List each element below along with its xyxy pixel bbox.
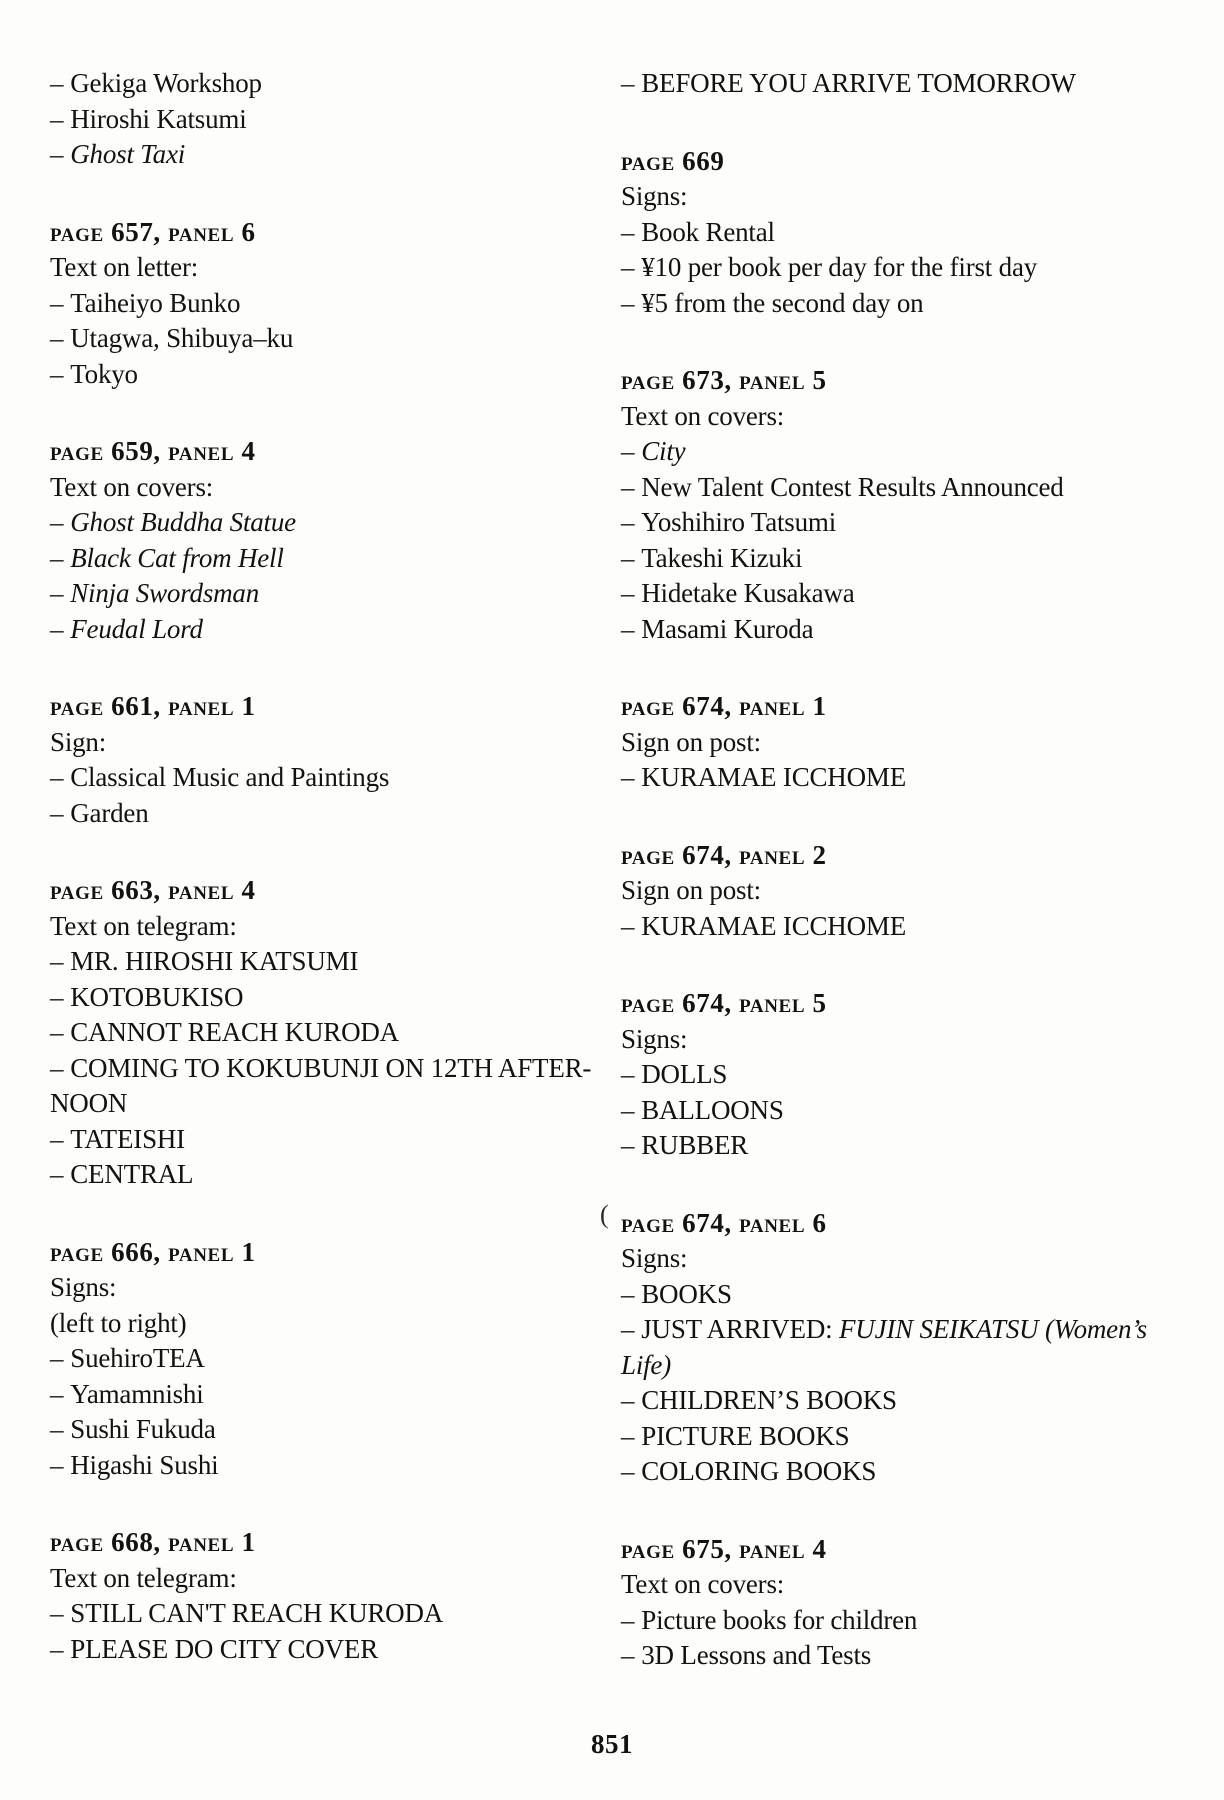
panel-heading-text: page 666, panel 1 bbox=[50, 1236, 256, 1267]
note-section bbox=[621, 66, 1206, 102]
panel-heading bbox=[621, 689, 1206, 725]
text: CHILDREN’S BOOKS bbox=[641, 1385, 897, 1415]
note-line bbox=[50, 909, 615, 945]
text: CENTRAL bbox=[70, 1159, 194, 1189]
text: MR. HIROSHI KATSUMI bbox=[70, 946, 359, 976]
note-line bbox=[50, 1341, 615, 1377]
note-line bbox=[621, 1057, 1206, 1093]
note-line bbox=[621, 760, 1206, 796]
panel-heading-text: page 673, panel 5 bbox=[621, 365, 827, 395]
note-section bbox=[50, 1525, 615, 1667]
note-line bbox=[50, 980, 615, 1016]
text: BALLOONS bbox=[641, 1094, 784, 1125]
text: Classical Music and Paintings bbox=[70, 762, 390, 792]
italic-text: FUJIN SEIKATSU (Women’s bbox=[839, 1314, 1147, 1344]
italic-text: Ghost Buddha Statue bbox=[70, 507, 296, 537]
italic-text: Feudal Lord bbox=[70, 613, 203, 644]
panel-heading bbox=[621, 363, 1206, 399]
dash-mark: – bbox=[50, 578, 71, 608]
note-line bbox=[50, 541, 615, 577]
dash-mark: – bbox=[50, 1343, 71, 1373]
note-line bbox=[621, 1603, 1206, 1639]
dash-mark: – bbox=[50, 139, 71, 169]
dash-mark: – bbox=[621, 1420, 642, 1451]
text: KURAMAE ICCHOME bbox=[641, 762, 907, 792]
text: Yamamnishi bbox=[70, 1378, 204, 1409]
text: Takeshi Kizuki bbox=[641, 542, 803, 573]
panel-heading bbox=[50, 1235, 615, 1271]
text: CANNOT REACH KURODA bbox=[70, 1017, 399, 1047]
note-line bbox=[621, 434, 1206, 470]
italic-text: Ninja Swordsman bbox=[70, 578, 260, 608]
text: STILL CAN'T REACH KURODA bbox=[70, 1598, 444, 1628]
note-section bbox=[621, 363, 1206, 647]
text: Text on telegram: bbox=[50, 910, 237, 941]
text: PICTURE BOOKS bbox=[641, 1420, 850, 1451]
note-section bbox=[50, 873, 615, 1193]
dash-mark: – bbox=[621, 507, 642, 537]
panel-heading-text: page 674, panel 1 bbox=[621, 691, 827, 721]
note-line bbox=[50, 137, 615, 173]
text: Garden bbox=[70, 797, 149, 828]
note-section bbox=[50, 215, 615, 393]
panel-heading bbox=[50, 434, 615, 470]
dash-mark: – bbox=[50, 613, 71, 644]
note-section bbox=[621, 838, 1206, 945]
note-line bbox=[621, 1454, 1206, 1490]
dash-mark: – bbox=[50, 981, 71, 1012]
text: COMING TO KOKUBUNJI ON 12TH AFTER- bbox=[70, 1052, 592, 1083]
text: SuehiroTEA bbox=[70, 1343, 205, 1373]
text: Text on letter: bbox=[50, 252, 199, 282]
dash-mark: – bbox=[50, 762, 71, 792]
panel-heading-text: page 675, panel 4 bbox=[621, 1533, 827, 1564]
panel-heading-text: page 674, panel 6 bbox=[621, 1207, 827, 1238]
text: Signs: bbox=[621, 1023, 688, 1054]
text: DOLLS bbox=[641, 1059, 728, 1089]
note-line bbox=[621, 909, 1206, 945]
panel-heading bbox=[50, 215, 615, 251]
dash-mark: – bbox=[621, 1640, 642, 1670]
dash-mark: – bbox=[50, 358, 71, 389]
text: Hiroshi Katsumi bbox=[70, 103, 247, 134]
note-line bbox=[621, 612, 1206, 648]
note-line bbox=[621, 1383, 1206, 1419]
note-line bbox=[621, 1348, 1206, 1384]
note-line bbox=[621, 470, 1206, 506]
text: COLORING BOOKS bbox=[641, 1456, 877, 1486]
note-line bbox=[50, 725, 615, 761]
text: JUST ARRIVED: bbox=[641, 1314, 839, 1344]
dash-mark: – bbox=[621, 436, 642, 466]
note-line bbox=[621, 1277, 1206, 1313]
dash-mark: – bbox=[50, 68, 71, 98]
text: Signs: bbox=[621, 1243, 688, 1273]
text: Hidetake Kusakawa bbox=[641, 578, 855, 608]
note-section bbox=[50, 1235, 615, 1484]
note-line bbox=[50, 576, 615, 612]
note-section bbox=[621, 1532, 1206, 1674]
note-line bbox=[50, 796, 615, 832]
note-line bbox=[621, 1128, 1206, 1164]
dash-mark: – bbox=[50, 287, 71, 318]
note-section bbox=[600, 1199, 1206, 1490]
note-line bbox=[50, 760, 615, 796]
dash-mark: – bbox=[621, 578, 642, 608]
text: Sign on post: bbox=[621, 875, 761, 905]
note-section bbox=[621, 689, 1206, 796]
note-line bbox=[50, 1015, 615, 1051]
dash-mark: – bbox=[50, 1123, 71, 1154]
panel-heading bbox=[50, 689, 615, 725]
panel-heading-text: page 674, panel 5 bbox=[621, 988, 827, 1018]
dash-mark: – bbox=[50, 1449, 71, 1480]
note-line bbox=[50, 250, 615, 286]
text: Tokyo bbox=[70, 358, 138, 389]
dash-mark: – bbox=[50, 1633, 71, 1664]
note-line bbox=[621, 399, 1206, 435]
note-section bbox=[50, 689, 615, 831]
panel-heading-text: page 659, panel 4 bbox=[50, 436, 256, 466]
text: Text on telegram: bbox=[50, 1562, 237, 1593]
dash-mark: – bbox=[621, 287, 642, 318]
panel-heading-text: page 663, panel 4 bbox=[50, 875, 256, 905]
text: TATEISHI bbox=[70, 1123, 185, 1154]
dash-mark: – bbox=[621, 1385, 642, 1415]
text: BEFORE YOU ARRIVE TOMORROW bbox=[641, 68, 1076, 98]
note-line bbox=[50, 1596, 615, 1632]
text: New Talent Contest Results Announced bbox=[641, 471, 1064, 502]
dash-mark: – bbox=[50, 1598, 71, 1628]
text: Utagwa, Shibuya–ku bbox=[70, 323, 294, 353]
note-line bbox=[50, 1412, 615, 1448]
note-line bbox=[621, 541, 1206, 577]
italic-text: Black Cat from Hell bbox=[70, 542, 284, 573]
dash-mark: – bbox=[621, 910, 642, 941]
left-column bbox=[50, 66, 615, 1667]
note-line bbox=[50, 1306, 615, 1342]
note-line bbox=[621, 873, 1206, 909]
text: Signs: bbox=[621, 181, 688, 211]
text: Gekiga Workshop bbox=[70, 68, 262, 98]
note-line bbox=[50, 1051, 615, 1087]
note-line bbox=[50, 1632, 615, 1668]
note-line bbox=[621, 1419, 1206, 1455]
note-line bbox=[50, 1157, 615, 1193]
panel-heading-text: page 657, panel 6 bbox=[50, 216, 256, 247]
text: Sign: bbox=[50, 726, 107, 757]
text: Text on covers: bbox=[50, 471, 214, 502]
note-line bbox=[621, 576, 1206, 612]
note-line bbox=[50, 1086, 615, 1122]
text: KURAMAE ICCHOME bbox=[641, 910, 907, 941]
text: Taiheiyo Bunko bbox=[70, 287, 241, 318]
italic-text: Ghost Taxi bbox=[70, 139, 186, 169]
text: Signs: bbox=[50, 1272, 117, 1302]
dash-mark: – bbox=[50, 507, 71, 537]
text: Text on covers: bbox=[621, 400, 785, 431]
note-line bbox=[621, 1638, 1206, 1674]
note-line bbox=[50, 1561, 615, 1597]
note-line bbox=[621, 1567, 1206, 1603]
dash-mark: – bbox=[50, 323, 71, 353]
text: Yoshihiro Tatsumi bbox=[641, 507, 837, 537]
panel-heading bbox=[600, 1199, 1206, 1242]
text: Sign on post: bbox=[621, 726, 761, 757]
panel-heading bbox=[621, 838, 1206, 874]
panel-heading bbox=[621, 1532, 1206, 1568]
note-line bbox=[621, 179, 1206, 215]
text: Masami Kuroda bbox=[641, 613, 814, 644]
panel-heading-text: page 668, panel 1 bbox=[50, 1527, 256, 1557]
text: PLEASE DO CITY COVER bbox=[70, 1633, 379, 1664]
italic-text: City bbox=[641, 436, 686, 466]
panel-heading bbox=[50, 1525, 615, 1561]
note-section bbox=[621, 986, 1206, 1164]
text: RUBBER bbox=[641, 1130, 749, 1160]
dash-mark: – bbox=[621, 613, 642, 644]
dash-mark: – bbox=[50, 797, 71, 828]
italic-text: Life) bbox=[621, 1349, 671, 1380]
text: ¥5 from the second day on bbox=[641, 287, 924, 318]
dash-mark: – bbox=[50, 1159, 71, 1189]
dash-mark: – bbox=[621, 68, 642, 98]
dash-mark: – bbox=[621, 471, 642, 502]
note-line bbox=[621, 725, 1206, 761]
note-line bbox=[621, 1312, 1206, 1348]
dash-mark: – bbox=[621, 252, 642, 282]
panel-heading-text: page 674, panel 2 bbox=[621, 839, 827, 870]
note-line bbox=[621, 1241, 1206, 1277]
note-line bbox=[50, 1270, 615, 1306]
note-line bbox=[621, 66, 1206, 102]
note-line bbox=[621, 1022, 1206, 1058]
dash-mark: – bbox=[50, 542, 71, 573]
note-line bbox=[50, 612, 615, 648]
dash-mark: – bbox=[50, 103, 71, 134]
note-section bbox=[50, 66, 615, 173]
text: Book Rental bbox=[641, 216, 775, 247]
text: Sushi Fukuda bbox=[70, 1414, 216, 1444]
text: Higashi Sushi bbox=[70, 1449, 219, 1480]
dash-mark: – bbox=[50, 1017, 71, 1047]
dash-mark: – bbox=[621, 1278, 642, 1309]
right-column bbox=[600, 66, 1206, 1674]
note-line bbox=[50, 1377, 615, 1413]
dash-mark: – bbox=[621, 1130, 642, 1160]
note-section bbox=[50, 434, 615, 647]
dash-mark: – bbox=[621, 542, 642, 573]
note-line bbox=[50, 944, 615, 980]
note-line bbox=[50, 321, 615, 357]
note-line bbox=[50, 357, 615, 393]
note-line bbox=[621, 215, 1206, 251]
text: BOOKS bbox=[641, 1278, 732, 1309]
dash-mark: – bbox=[621, 1094, 642, 1125]
note-line bbox=[50, 470, 615, 506]
note-line bbox=[621, 286, 1206, 322]
text: KOTOBUKISO bbox=[70, 981, 244, 1012]
dash-mark: – bbox=[621, 216, 642, 247]
text: ¥10 per book per day for the first day bbox=[641, 252, 1038, 282]
dash-mark: – bbox=[50, 1052, 71, 1083]
stray-mark: ( bbox=[600, 1199, 610, 1229]
dash-mark: – bbox=[621, 1059, 642, 1089]
dash-mark: – bbox=[621, 762, 642, 792]
text: Picture books for children bbox=[641, 1604, 918, 1635]
note-line bbox=[50, 102, 615, 138]
dash-mark: – bbox=[621, 1314, 642, 1344]
dash-mark: – bbox=[621, 1604, 642, 1635]
note-line bbox=[50, 505, 615, 541]
text: (left to right) bbox=[50, 1307, 187, 1338]
panel-heading-text: page 669 bbox=[621, 145, 725, 176]
note-line bbox=[50, 1122, 615, 1158]
note-line bbox=[621, 1093, 1206, 1129]
note-line bbox=[50, 286, 615, 322]
panel-heading bbox=[621, 144, 1206, 180]
note-line bbox=[621, 505, 1206, 541]
text: NOON bbox=[50, 1088, 128, 1118]
note-line bbox=[621, 250, 1206, 286]
note-line bbox=[50, 1448, 615, 1484]
dash-mark: – bbox=[50, 1414, 71, 1444]
dash-mark: – bbox=[50, 1378, 71, 1409]
text: 3D Lessons and Tests bbox=[641, 1640, 872, 1670]
dash-mark: – bbox=[50, 946, 71, 976]
page-number: 851 bbox=[591, 1729, 633, 1759]
note-line bbox=[50, 66, 615, 102]
note-section bbox=[621, 144, 1206, 322]
panel-heading-text: page 661, panel 1 bbox=[50, 691, 256, 721]
dash-mark: – bbox=[621, 1456, 642, 1486]
panel-heading bbox=[50, 873, 615, 909]
panel-heading bbox=[621, 986, 1206, 1022]
text: Text on covers: bbox=[621, 1569, 785, 1599]
